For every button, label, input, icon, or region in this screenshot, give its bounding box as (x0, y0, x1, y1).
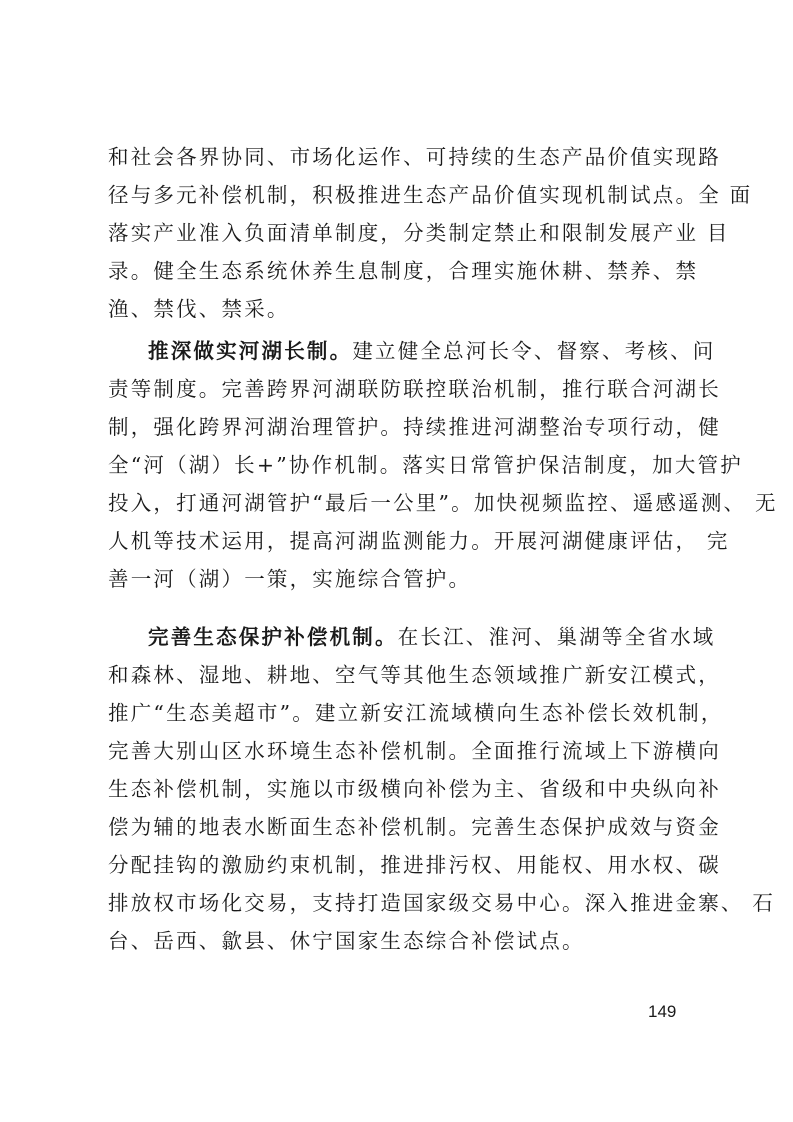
paragraph-heading: 推深做实河湖长制。 (148, 339, 353, 363)
body-text-line: 台、岳西、歙县、休宁国家生态综合补偿试点。 (108, 929, 585, 953)
body-text-line: 落实产业准入负面清单制度，分类制定禁止和限制发展产业 目 (108, 221, 730, 245)
body-text-line: 制，强化跨界河湖治理管护。持续推进河湖整治专项行动，健 (108, 415, 721, 439)
body-text-line: 完善大别山区水环境生态补偿机制。全面推行流域上下游横向 (108, 739, 721, 763)
paragraph-first-line (148, 338, 716, 364)
body-text-line: 责等制度。完善跨界河湖联防联控联治机制，推行联合河湖长 (108, 377, 721, 401)
body-text-line: 建立健全总河长令、督察、考核、问 (352, 339, 716, 363)
body-text-line: 推广“生态美超市”。建立新安江流域横向生态补偿长效机制， (108, 701, 724, 725)
body-text-line: 在长江、淮河、巢湖等全省水域 (397, 625, 716, 649)
body-text-line: 善一河（湖）一策，实施综合管护。 (108, 567, 472, 591)
body-text-line: 偿为辅的地表水断面生态补偿机制。完善生态保护成效与资金 (108, 815, 721, 839)
paragraph-heading: 完善生态保护补偿机制。 (148, 625, 398, 649)
body-text-line: 投入，打通河湖管护“最后一公里”。加快视频监控、遥感遥测、 无 (108, 491, 778, 515)
page-number: 149 (648, 1002, 677, 1021)
body-text-line: 和社会各界协同、市场化运作、可持续的生态产品价值实现路 (108, 145, 721, 169)
body-text-line: 人机等技术运用，提高河湖监测能力。开展河湖健康评估， 完 (108, 529, 730, 553)
body-text-line: 生态补偿机制，实施以市级横向补偿为主、省级和中央纵向补 (108, 777, 721, 801)
body-text-line: 录。健全生态系统休养生息制度，合理实施休耕、禁养、禁 (108, 259, 699, 283)
body-text-line: 全“河（湖）长+”协作机制。落实日常管护保洁制度，加大管护 (108, 453, 743, 477)
body-text-line: 分配挂钩的激励约束机制，推进排污权、用能权、用水权、碳 (108, 853, 721, 877)
body-text-line: 排放权市场化交易，支持打造国家级交易中心。深入推进金寨、 石 (108, 891, 776, 915)
body-text-line: 径与多元补偿机制，积极推进生态产品价值实现机制试点。全 面 (108, 183, 753, 207)
paragraph-first-line (148, 624, 716, 650)
body-text-line: 渔、禁伐、禁采。 (108, 297, 290, 321)
body-text-line: 和森林、湿地、耕地、空气等其他生态领域推广新安江模式， (108, 663, 721, 687)
